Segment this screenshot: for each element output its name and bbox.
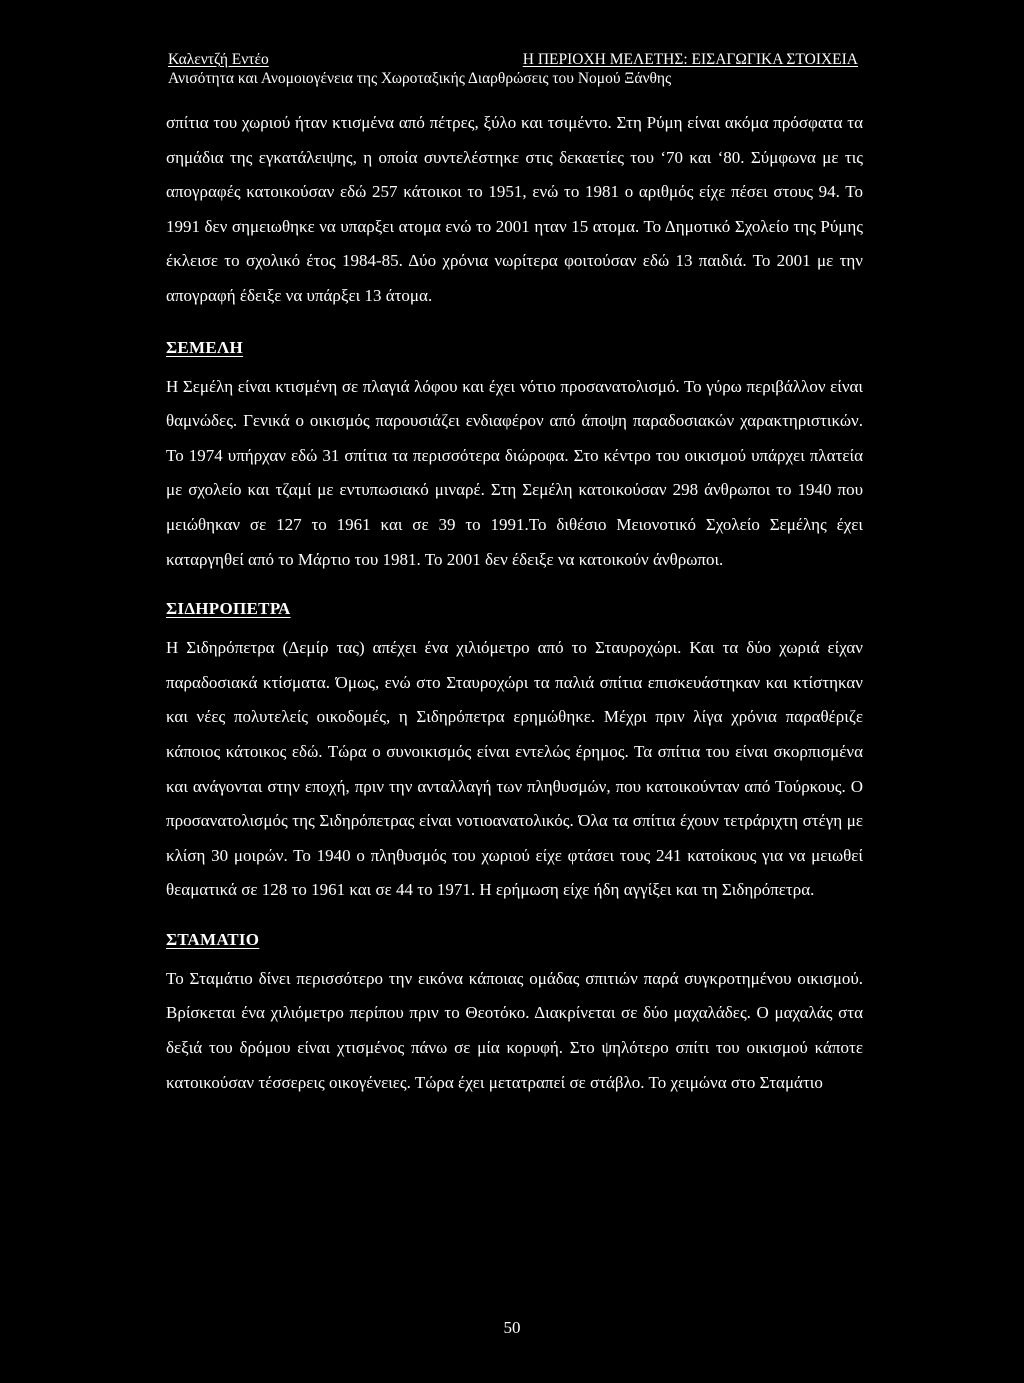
header-subtitle: Ανισότητα και Ανομοιογένεια της Χωροταξικής Διαρθρώσεις του Νομού Ξάνθης <box>168 70 672 87</box>
sidiropetra-paragraph: Η Σιδηρόπετρα (Δεμίρ τας) απέχει ένα χιλιόμετρο από το Σταυροχώρι. Και τα δύο χωριά είχαν παραδοσιακά κτίσματα. Όμως, ενώ στο Σταυροχώρι τα παλιά σπίτια επισκευάστηκαν και κτίστηκαν και νέες πολυτελείς οικοδομές, η Σιδηρόπετρα ερημώθηκε. Μέχρι πριν λίγα χρόνια παραθέριζε κάποιος κάτοικος εδώ. Τώρα ο συνοικισμός είναι εντελώς έρημος. Τα σπίτια του είναι σκορπισμένα και ανάγονται στην εποχή, πριν την ανταλλαγή των πληθυσμών, που κατοικούνταν από Τούρκους. Ο προσανατολισμός της Σιδηρόπετρας είναι νοτιοανατολικός. Όλα τα σπίτια έχουν τετράριχτη στέγη με κλίση 30 μοιρών. Το 1940 ο πληθυσμός του χωριού είχε φτάσει τους 241 κατοίκους για να μειωθεί θεαματικά σε 128 το 1961 και σε 44 το 1971. Η ερήμωση είχε ήδη αγγίξει και τη Σιδηρόπετρα. <box>166 638 863 900</box>
header-top-row <box>168 50 858 69</box>
section-heading-semeli: ΣΕΜΕΛΗ <box>166 337 244 357</box>
running-header <box>168 50 858 88</box>
header-author: Καλεντζή Εντέο <box>168 51 269 68</box>
page-number: 50 <box>503 1318 521 1337</box>
section-heading-stamatio: ΣΤΑΜΑΤΙΟ <box>166 929 260 949</box>
header-chapter: Η ΠΕΡΙΟΧΗ ΜΕΛΕΤΗΣ: ΕΙΣΑΓΩΓΙΚΑ ΣΤΟΙΧΕΙΑ <box>522 51 858 68</box>
intro-paragraph: σπίτια του χωριού ήταν κτισμένα από πέτρες, ξύλο και τσιμέντο. Στη Ρύμη είναι ακόμα πρόσφατα τα σημάδια της εγκατάλειψης, η οποία συντελέστηκε στις δεκαετίες του ‘70 και ‘80. Σύμφωνα με τις απογραφές κατοικούσαν εδώ 257 κάτοικοι το 1951, ενώ το 1981 ο αριθμός είχε πέσει στους 94. Το 1991 δεν σημειωθηκε να υπαρξει ατομα ενώ το 2001 ηταν 15 ατομα. Το Δημοτικό Σχολείο της Ρύμης έκλεισε το σχολικό έτος 1984-85. Δύο χρόνια νωρίτερα φοιτούσαν εδώ 13 παιδιά. Το 2001 με την απογραφή έδειξε να υπάρξει 13 άτομα. <box>166 113 863 305</box>
semeli-paragraph: Η Σεμέλη είναι κτισμένη σε πλαγιά λόφου και έχει νότιο προσανατολισμό. Το γύρω περιβάλλον είναι θαμνώδες. Γενικά ο οικισμός παρουσιάζει ενδιαφέρον από άποψη παραδοσιακών χαρακτηριστικών. Το 1974 υπήρχαν εδώ 31 σπίτια τα περισσότερα διώροφα. Στο κέντρο του οικισμού υπάρχει πλατεία με σχολείο και τζαμί με εντυπωσιακό μιναρέ. Στη Σεμέλη κατοικούσαν 298 άνθρωποι το 1940 που μειώθηκαν σε 127 το 1961 και σε 39 το 1991.Το διθέσιο Μειονοτικό Σχολείο Σεμέλης έχει καταργηθεί από το Μάρτιο του 1981. Το 2001 δεν έδειξε να κατοικούν άνθρωποι. <box>166 376 863 569</box>
section-heading-sidiropetra: ΣΙΔΗΡΟΠΕΤΡΑ <box>166 599 291 619</box>
stamatio-paragraph: Το Σταμάτιο δίνει περισσότερο την εικόνα κάποιας ομάδας σπιτιών παρά συγκροτημένου οικισμού. Βρίσκεται ένα χιλιόμετρο περίπου πριν το Θεοτόκο. Διακρίνεται σε δύο μαχαλάδες. Ο μαχαλάς στα δεξιά του δρόμου είναι χτισμένος πάνω σε μία κορυφή. Στο ψηλότερο σπίτι του οικισμού κάποτε κατοικούσαν τέσσερεις οικογένειες. Τώρα έχει μετατραπεί σε στάβλο. Το χειμώνα στο Σταμάτιο <box>166 968 863 1092</box>
page-body <box>166 106 863 1100</box>
